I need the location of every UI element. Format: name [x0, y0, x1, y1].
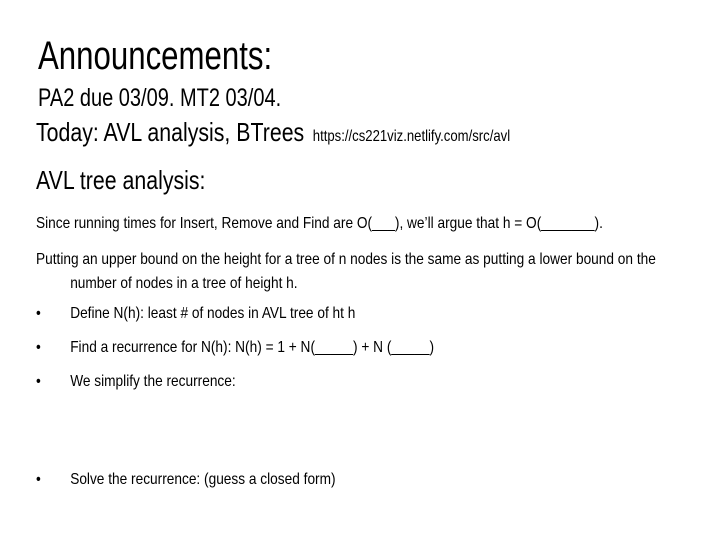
today-text: Today: AVL analysis, BTrees — [36, 117, 305, 147]
bullet-dot-icon: • — [36, 373, 41, 390]
bullet-item — [36, 336, 434, 360]
paragraph-upper-bound: Putting an upper bound on the height for a tree of n nodes is the same as putting a lower bound on the number of nodes in a tree of height h. — [36, 251, 656, 292]
bullet-text: Solve the recurrence: (guess a closed form) — [70, 471, 336, 488]
today-line — [36, 117, 510, 147]
bullet-text: Define N(h): least # of nodes in AVL tree of ht h — [70, 305, 356, 322]
paragraph-running-times: Since running times for Insert, Remove and Find are O(___), we’ll argue that h = O(_______). — [36, 215, 603, 232]
bullet-dot-icon: • — [36, 305, 41, 322]
bullet-item — [36, 468, 336, 492]
bullet-dot-icon: • — [36, 471, 41, 488]
today-link[interactable]: https://cs221viz.netlify.com/src/avl — [312, 128, 511, 145]
section-heading: AVL tree analysis: — [36, 165, 206, 195]
announcement-subtitle: PA2 due 03/09. MT2 03/04. — [38, 84, 282, 112]
bullet-item — [36, 302, 355, 326]
bullet-dot-icon: • — [36, 339, 41, 356]
bullet-text: Find a recurrence for N(h): N(h) = 1 + N(_____) + N (_____) — [70, 339, 435, 356]
slide-title: Announcements: — [38, 34, 273, 78]
bullet-text: We simplify the recurrence: — [70, 373, 236, 390]
bullet-item — [36, 370, 236, 394]
